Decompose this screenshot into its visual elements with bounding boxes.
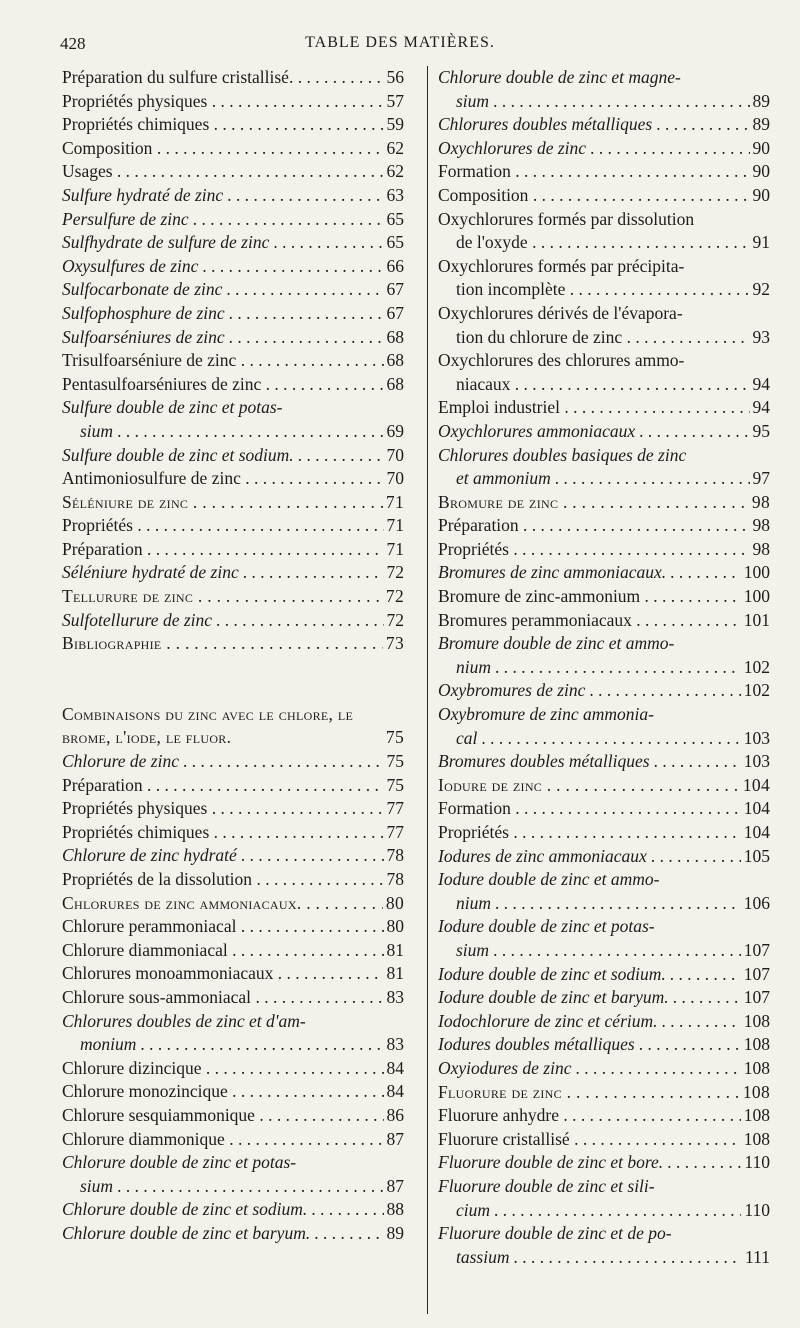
toc-entry	[62, 774, 404, 798]
toc-entry	[438, 868, 770, 915]
toc-entry	[438, 255, 770, 302]
toc-entry-title: Chlorure double de zinc et baryum. . . .	[62, 1222, 404, 1246]
toc-page-number: 104	[740, 774, 770, 798]
toc-page-number: 90	[750, 160, 771, 184]
toc-page-number: 66	[384, 255, 405, 279]
toc-entry	[438, 420, 770, 444]
toc-entry-continuation: sium . . .	[62, 1175, 404, 1199]
toc-entry	[62, 844, 404, 868]
toc-entry-title: Oxychlorures ammoniacaux . . .	[438, 420, 770, 444]
toc-page-number: 98	[749, 491, 770, 515]
toc-entry	[438, 609, 770, 633]
toc-page-number: 77	[384, 821, 405, 845]
toc-page-number: 73	[383, 632, 404, 656]
toc-entry	[438, 1222, 770, 1269]
toc-page-number: 68	[384, 326, 405, 350]
toc-page-number: 84	[384, 1057, 405, 1081]
toc-entry	[438, 1010, 770, 1034]
toc-page-number: 108	[741, 1057, 770, 1081]
toc-entry	[438, 349, 770, 396]
toc-entry-title: Préparation . . .	[62, 538, 404, 562]
toc-entry-title: Fluorure de zinc . . .	[438, 1081, 770, 1105]
toc-page-number: 86	[384, 1104, 405, 1128]
toc-page-number: 105	[741, 845, 770, 869]
toc-entry-title: Usages . . .	[62, 160, 404, 184]
toc-entry	[62, 491, 404, 515]
toc-entry-title: Iodochlorure de zinc et cérium. . . .	[438, 1010, 770, 1034]
toc-entry-title: Oxychlorures dérivés de l'évapora-	[438, 302, 683, 323]
toc-entry-title: Oxychlorures des chlorures ammo-	[438, 350, 685, 371]
toc-entry	[62, 538, 404, 562]
toc-page-number: 81	[384, 939, 405, 963]
toc-page-number: 110	[741, 1151, 770, 1175]
toc-entry-title: Chlorure perammoniacal . . .	[62, 915, 404, 939]
toc-entry-title: Propriétés chimiques . . .	[62, 821, 404, 845]
toc-entry-title: Iodure double de zinc et potas-	[438, 916, 655, 937]
toc-page-number: 92	[750, 278, 771, 302]
toc-entry	[62, 467, 404, 491]
toc-page-number: 77	[384, 797, 405, 821]
toc-page-number: 108	[741, 1104, 770, 1128]
page-header	[0, 32, 800, 58]
toc-page-number: 78	[384, 844, 405, 868]
toc-entry-continuation: nium . . .	[438, 892, 770, 916]
toc-page-number: 59	[384, 113, 405, 137]
toc-entry-title: Bromure de zinc-ammonium . . .	[438, 585, 770, 609]
toc-entry-title: Chlorures doubles de zinc et d'am-	[62, 1010, 306, 1031]
toc-page-number: 65	[384, 231, 405, 255]
toc-entry	[62, 1057, 404, 1081]
toc-entry-title: Iodures doubles métalliques . . .	[438, 1033, 770, 1057]
toc-entry	[438, 491, 770, 515]
toc-page-number: 89	[750, 113, 771, 137]
toc-entry-title: Formation . . .	[438, 160, 770, 184]
toc-entry-title: Fluorure cristallisé . . .	[438, 1128, 770, 1152]
toc-page-number: 104	[741, 821, 770, 845]
toc-entry-continuation: de l'oxyde . . .	[438, 231, 770, 255]
toc-entry	[62, 962, 404, 986]
toc-entry-title: Chlorure diammonique . . .	[62, 1128, 404, 1152]
toc-page-number: 80	[383, 892, 404, 916]
toc-entry-title: Chlorures monoammoniacaux . . .	[62, 962, 404, 986]
toc-entry-title: Bromures perammoniacaux . . .	[438, 609, 770, 633]
toc-entry	[438, 986, 770, 1010]
toc-entry-title: Iodure de zinc . . .	[438, 774, 770, 798]
toc-right-column	[438, 66, 770, 1269]
toc-entry	[62, 396, 404, 443]
toc-entry-continuation: sium . . .	[438, 939, 770, 963]
toc-entry-continuation: niacaux . . .	[438, 373, 770, 397]
toc-entry	[62, 868, 404, 892]
toc-entry-continuation: cal . . .	[438, 727, 770, 751]
toc-entry-title: Chlorure de zinc hydraté . . .	[62, 844, 404, 868]
toc-entry	[438, 915, 770, 962]
toc-page-number: 67	[384, 278, 405, 302]
toc-entry-title: Iodures de zinc ammoniacaux . . .	[438, 845, 770, 869]
toc-entry	[62, 892, 404, 916]
toc-entry-title: Trisulfoarséniure de zinc . . .	[62, 349, 404, 373]
toc-page-number: 80	[384, 915, 405, 939]
toc-entry	[62, 1128, 404, 1152]
toc-page-number: 94	[750, 373, 771, 397]
toc-page-number: 89	[384, 1222, 405, 1246]
toc-entry	[62, 1104, 404, 1128]
toc-entry-title: Chlorures de zinc ammoniacaux. . . .	[62, 892, 404, 916]
toc-entry	[438, 821, 770, 845]
toc-entry-title: Oxyiodures de zinc . . .	[438, 1057, 770, 1081]
toc-page-number: 72	[383, 585, 404, 609]
toc-page-number: 57	[384, 90, 405, 114]
toc-entry	[62, 90, 404, 114]
toc-page-number: 111	[742, 1246, 770, 1270]
toc-entry	[62, 939, 404, 963]
toc-page-number: 62	[384, 160, 405, 184]
toc-entry-title: Persulfure de zinc . . .	[62, 208, 404, 232]
toc-entry-title: Tellurure de zinc . . .	[62, 585, 404, 609]
toc-entry	[438, 797, 770, 821]
toc-entry-title: Sulfophosphure de zinc . . .	[62, 302, 404, 326]
toc-entry-continuation: sium . . .	[62, 420, 404, 444]
toc-entry-title: Séléniure de zinc . . .	[62, 491, 404, 515]
toc-entry	[62, 184, 404, 208]
toc-entry	[438, 538, 770, 562]
toc-page-number: 75	[384, 750, 405, 774]
toc-entry-title: Sulfoarséniures de zinc . . .	[62, 326, 404, 350]
toc-page-number: 63	[384, 184, 405, 208]
toc-entry-title: Sulfure double de zinc et potas-	[62, 397, 283, 418]
toc-entry	[438, 1081, 770, 1105]
toc-entry-title: Pentasulfoarséniures de zinc . . .	[62, 373, 404, 397]
toc-entry	[62, 444, 404, 468]
toc-entry	[62, 137, 404, 161]
toc-page-number: 106	[741, 892, 770, 916]
toc-page-number: 102	[741, 656, 770, 680]
toc-page-number: 71	[384, 538, 405, 562]
toc-entry-title: Bromures de zinc ammoniacaux. . . .	[438, 561, 770, 585]
toc-page-number: 90	[750, 184, 771, 208]
toc-entry-title: Sulfocarbonate de zinc . . .	[62, 278, 404, 302]
toc-entry-title: Bibliographie . . .	[62, 632, 404, 656]
toc-page-number: 65	[384, 208, 405, 232]
toc-page-number: 70	[384, 467, 405, 491]
toc-page-number: 56	[384, 66, 405, 90]
toc-entry	[62, 113, 404, 137]
toc-entry	[438, 1151, 770, 1175]
toc-page-number: 104	[741, 797, 770, 821]
toc-page-number: 100	[741, 561, 770, 585]
toc-entry	[62, 585, 404, 609]
page-number: 428	[60, 34, 86, 53]
toc-entry-title: Fluorure double de zinc et sili-	[438, 1175, 655, 1196]
toc-entry	[438, 585, 770, 609]
toc-entry-title: Propriétés . . .	[438, 821, 770, 845]
toc-page-number: 71	[384, 514, 405, 538]
toc-entry-title: Préparation . . .	[62, 774, 404, 798]
toc-entry-title: Chlorures doubles métalliques . . .	[438, 113, 770, 137]
running-title: TABLE DES MATIÈRES.	[305, 34, 495, 51]
toc-entry-continuation: cium . . .	[438, 1199, 770, 1223]
toc-page-number: 87	[384, 1128, 405, 1152]
toc-entry	[438, 632, 770, 679]
toc-page-number: 108	[741, 1010, 770, 1034]
toc-entry-title: Oxychlorures de zinc . . .	[438, 137, 770, 161]
toc-entry-title: Composition . . .	[438, 184, 770, 208]
toc-entry	[438, 66, 770, 113]
toc-entry-title: Bromure double de zinc et ammo-	[438, 633, 675, 654]
toc-entry	[438, 302, 770, 349]
toc-entry	[62, 160, 404, 184]
toc-entry	[62, 561, 404, 585]
toc-entry-title: Séléniure hydraté de zinc . . .	[62, 561, 404, 585]
toc-entry-title: Oxychlorures formés par dissolution	[438, 208, 695, 229]
toc-entry-title: Combinaisons du zinc avec le chlore, le brome, l'iode, le fluor.	[62, 703, 354, 748]
toc-page-number: 62	[384, 137, 405, 161]
toc-entry-title: Sulfure double de zinc et sodium. . . .	[62, 444, 404, 468]
toc-page-number: 75	[384, 774, 405, 798]
toc-entry-title: Chlorure monozincique . . .	[62, 1080, 404, 1104]
toc-entry	[62, 915, 404, 939]
toc-entry-title: Sulfhydrate de sulfure de zinc . . .	[62, 231, 404, 255]
toc-entry	[62, 1198, 404, 1222]
toc-entry-title: Formation . . .	[438, 797, 770, 821]
toc-entry	[438, 184, 770, 208]
toc-entry	[62, 326, 404, 350]
toc-entry-title: Antimoniosulfure de zinc . . .	[62, 467, 404, 491]
toc-entry-title: Sulfotellurure de zinc . . .	[62, 609, 404, 633]
toc-page-number: 88	[384, 1198, 405, 1222]
toc-entry-title: Fluorure anhydre . . .	[438, 1104, 770, 1128]
toc-page-number: 102	[741, 679, 770, 703]
toc-page-number: 103	[741, 727, 770, 751]
toc-entry-title: Iodure double de zinc et sodium. . . .	[438, 963, 770, 987]
toc-entry	[438, 1104, 770, 1128]
toc-entry	[438, 113, 770, 137]
toc-entry	[62, 373, 404, 397]
toc-entry	[438, 514, 770, 538]
toc-page-number: 68	[384, 373, 405, 397]
toc-page-number: 107	[741, 986, 770, 1010]
toc-page-number: 94	[750, 396, 771, 420]
toc-entry-title: Propriétés physiques . . .	[62, 797, 404, 821]
toc-page-number: 72	[384, 609, 405, 633]
toc-entry-title: Oxysulfures de zinc . . .	[62, 255, 404, 279]
toc-entry	[438, 774, 770, 798]
toc-entry-continuation: tassium . . .	[438, 1246, 770, 1270]
toc-page-number: 71	[383, 491, 404, 515]
toc-entry	[62, 231, 404, 255]
toc-entry-title: Propriétés . . .	[62, 514, 404, 538]
toc-page-number: 93	[750, 326, 771, 350]
toc-page-number: 107	[741, 939, 770, 963]
toc-page-number: 108	[741, 1033, 770, 1057]
toc-entry-title: Propriétés chimiques . . .	[62, 113, 404, 137]
toc-entry	[62, 255, 404, 279]
toc-entry	[438, 561, 770, 585]
toc-entry-continuation: et ammonium . . .	[438, 467, 770, 491]
toc-entry-title: Préparation . . .	[438, 514, 770, 538]
toc-entry-title: Chlorure double de zinc et sodium. . . .	[62, 1198, 404, 1222]
toc-entry-title: Composition . . .	[62, 137, 404, 161]
toc-entry	[62, 750, 404, 774]
section-gap	[62, 656, 404, 703]
toc-entry	[438, 1057, 770, 1081]
toc-entry	[62, 208, 404, 232]
toc-entry-continuation: tion du chlorure de zinc . . .	[438, 326, 770, 350]
toc-entry	[62, 278, 404, 302]
toc-page-number: 98	[750, 538, 771, 562]
toc-entry	[438, 208, 770, 255]
toc-entry-title: Bromure de zinc . . .	[438, 491, 770, 515]
toc-entry-title: Bromures doubles métalliques . . .	[438, 750, 770, 774]
toc-entry	[438, 679, 770, 703]
toc-entry	[62, 821, 404, 845]
toc-page-number: 75	[383, 726, 404, 750]
toc-entry	[438, 1175, 770, 1222]
toc-page-number: 103	[741, 750, 770, 774]
toc-page-number: 98	[750, 514, 771, 538]
toc-entry-title: Iodure double de zinc et baryum. . . .	[438, 986, 770, 1010]
toc-entry	[62, 66, 404, 90]
toc-page-number: 83	[384, 1033, 405, 1057]
toc-entry-title: Sulfure hydraté de zinc . . .	[62, 184, 404, 208]
toc-entry-title: Chlorure sesquiammonique . . .	[62, 1104, 404, 1128]
toc-entry-title: Chlorure diammoniacal . . .	[62, 939, 404, 963]
toc-page-number: 91	[750, 231, 771, 255]
toc-entry	[62, 1151, 404, 1198]
toc-entry-title: Chlorure double de zinc et potas-	[62, 1152, 297, 1173]
toc-entry	[438, 1033, 770, 1057]
toc-entry-continuation: sium . . .	[438, 90, 770, 114]
toc-entry	[438, 1128, 770, 1152]
toc-entry	[62, 1222, 404, 1246]
toc-entry-title: Chlorure double de zinc et magne-	[438, 67, 681, 87]
toc-entry-title: Chlorures doubles basiques de zinc	[438, 444, 687, 465]
toc-entry	[62, 1080, 404, 1104]
toc-entry-title: Oxybromures de zinc . . .	[438, 679, 770, 703]
toc-entry	[438, 750, 770, 774]
toc-page-number: 68	[384, 349, 405, 373]
toc-page-number: 110	[741, 1199, 770, 1223]
toc-page-number: 69	[384, 420, 405, 444]
toc-entry-title: Fluorure double de zinc et bore. . . .	[438, 1151, 770, 1175]
toc-entry	[438, 845, 770, 869]
toc-entry	[438, 963, 770, 987]
toc-page-number: 81	[384, 962, 405, 986]
toc-entry	[62, 986, 404, 1010]
toc-entry-continuation: monium . . .	[62, 1033, 404, 1057]
toc-page-number: 67	[384, 302, 405, 326]
toc-entry	[438, 160, 770, 184]
toc-page-number: 107	[741, 963, 770, 987]
toc-entry-title: Préparation du sulfure cristallisé. . . .	[62, 66, 404, 90]
toc-entry-title: Chlorure de zinc . . .	[62, 750, 404, 774]
toc-page-number: 84	[384, 1080, 405, 1104]
toc-page-number: 108	[741, 1128, 770, 1152]
toc-left-column	[62, 66, 404, 1246]
toc-page-number: 101	[741, 609, 770, 633]
toc-page-number: 97	[750, 467, 771, 491]
toc-entry	[62, 514, 404, 538]
toc-entry-title: Iodure double de zinc et ammo-	[438, 869, 660, 890]
toc-page-number: 108	[740, 1081, 770, 1105]
toc-entry-continuation: tion incomplète . . .	[438, 278, 770, 302]
toc-entry	[438, 137, 770, 161]
toc-entry-title: Propriétés physiques . . .	[62, 90, 404, 114]
toc-page-number: 100	[741, 585, 770, 609]
toc-entry	[62, 1010, 404, 1057]
toc-entry	[62, 609, 404, 633]
toc-page-number: 72	[384, 561, 405, 585]
toc-entry-title: Chlorure sous-ammoniacal . . .	[62, 986, 404, 1010]
column-divider	[427, 66, 428, 1314]
toc-entry-title: Fluorure double de zinc et de po-	[438, 1223, 672, 1244]
toc-entry-title: Propriétés . . .	[438, 538, 770, 562]
toc-entry-title: Emploi industriel . . .	[438, 396, 770, 420]
toc-entry	[62, 703, 404, 750]
toc-entry	[62, 797, 404, 821]
toc-entry	[438, 444, 770, 491]
toc-entry	[438, 396, 770, 420]
toc-page-number: 95	[750, 420, 771, 444]
toc-page-number: 89	[750, 90, 771, 114]
toc-page-number: 87	[384, 1175, 405, 1199]
toc-entry-title: Oxychlorures formés par précipita-	[438, 255, 685, 276]
toc-entry	[62, 632, 404, 656]
toc-entry-title: Oxybromure de zinc ammonia-	[438, 704, 654, 725]
toc-entry-title: Chlorure dizincique . . .	[62, 1057, 404, 1081]
toc-page-number: 70	[384, 444, 405, 468]
toc-entry	[62, 302, 404, 326]
toc-entry-continuation: nium . . .	[438, 656, 770, 680]
toc-entry	[438, 703, 770, 750]
toc-page-number: 83	[384, 986, 405, 1010]
toc-entry-title: Propriétés de la dissolution . . .	[62, 868, 404, 892]
toc-page-number: 78	[384, 868, 405, 892]
toc-page-number: 90	[750, 137, 771, 161]
toc-entry	[62, 349, 404, 373]
